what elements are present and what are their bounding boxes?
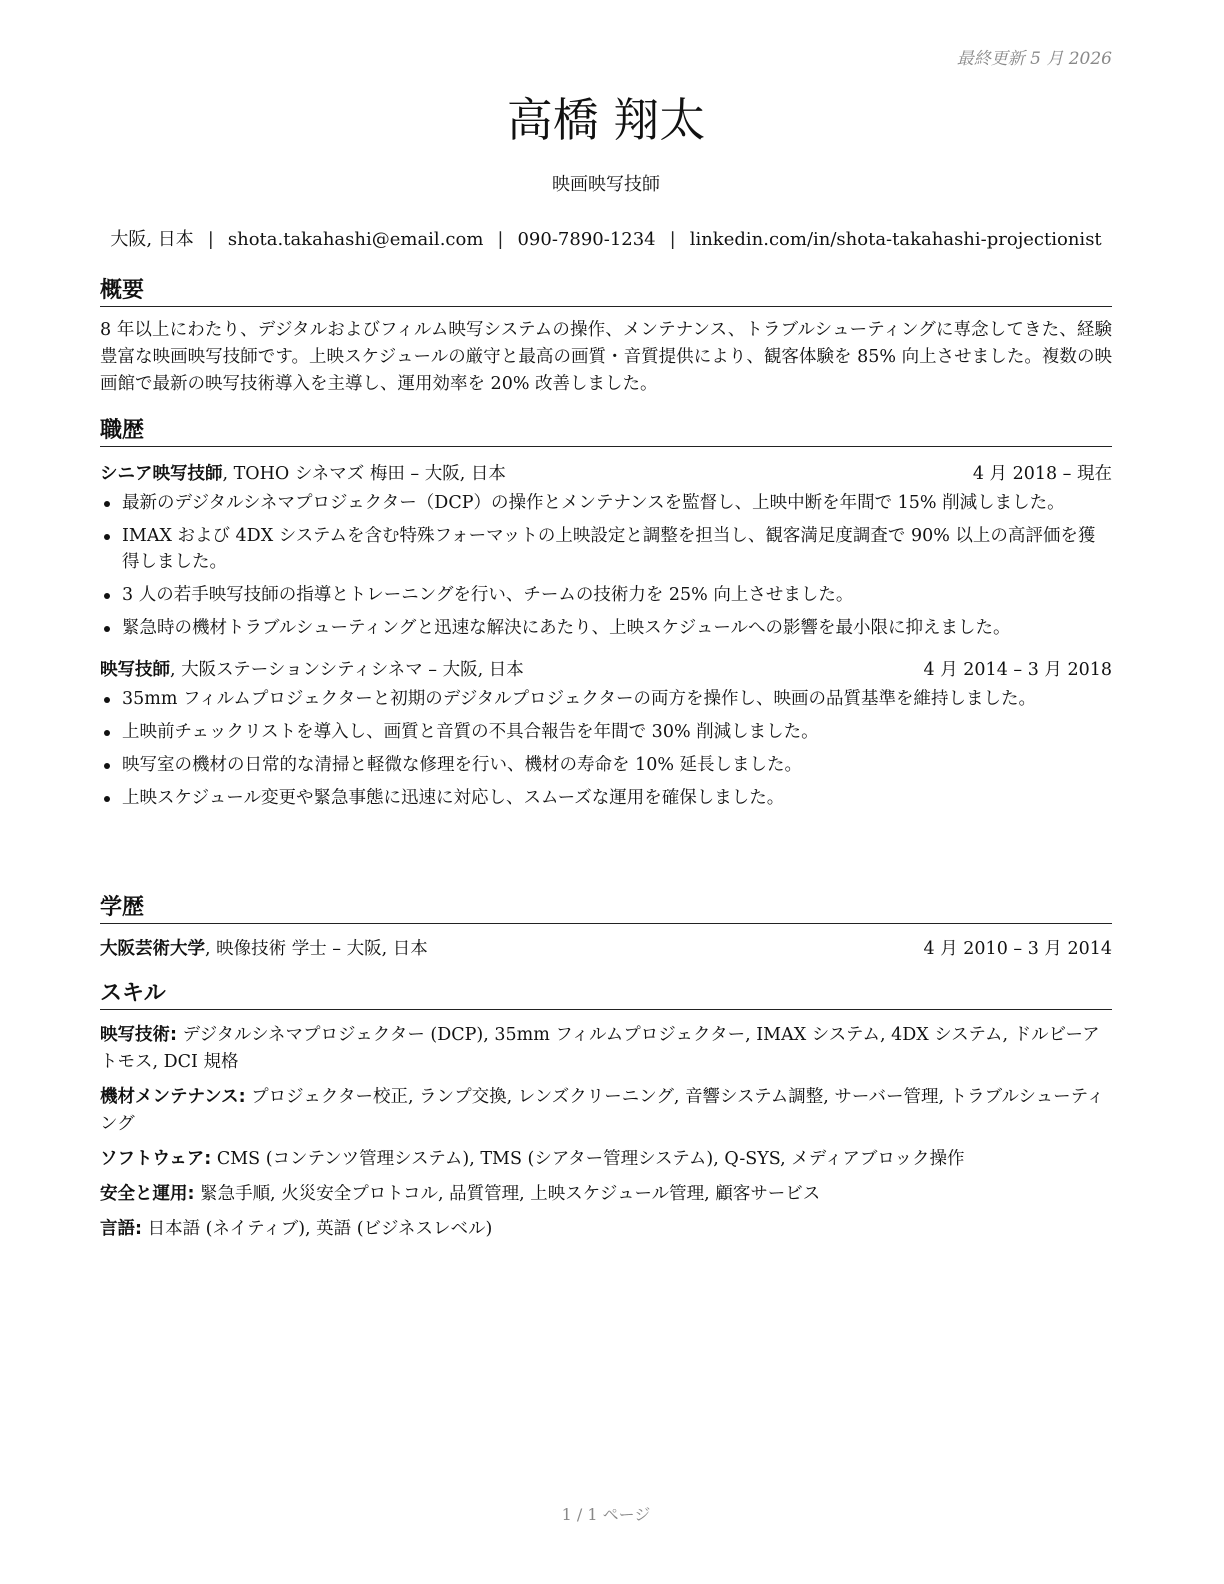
entry-position: [100, 657, 524, 684]
list-item: [100, 615, 1112, 641]
list-item: [100, 785, 1112, 811]
bullet-icon: [104, 534, 110, 540]
contact-separator: |: [207, 229, 214, 250]
skill-row: [100, 1084, 1112, 1138]
contact-location: 大阪, 日本: [110, 229, 194, 250]
experience-section: [100, 417, 1112, 818]
contact-line: [100, 225, 1112, 251]
bullet-icon: [104, 796, 110, 802]
contact-separator: |: [497, 229, 504, 250]
skills-list: [100, 1022, 1112, 1243]
list-item: [100, 686, 1112, 712]
skill-label: 言語:: [100, 1219, 142, 1239]
candidate-job-title: 映画映写技師: [552, 174, 660, 195]
list-item: [100, 719, 1112, 745]
bullet-icon: [104, 763, 110, 769]
entry-header: [100, 657, 1112, 684]
skill-value: デジタルシネマプロジェクター (DCP), 35mm フィルムプロジェクター, IMAX システム, 4DX システム, ドルビーアトモス, DCI 規格: [100, 1025, 1100, 1072]
bullet-text: 上映スケジュール変更や緊急事態に迅速に対応し、スムーズな運用を確保しました。: [122, 788, 785, 808]
contact-email[interactable]: shota.takahashi@email.com: [227, 229, 484, 250]
bullet-icon: [104, 501, 110, 507]
bullet-text: IMAX および 4DX システムを含む特殊フォーマットの上映設定と調整を担当し、観客満足度調査で 90% 以上の高評価を獲得しました。: [122, 526, 1096, 572]
job-dates: 4 月 2018 – 現在: [972, 464, 1112, 484]
bullet-text: 3 人の若手映写技師の指導とトレーニングを行い、チームの技術力を 25% 向上させました。: [122, 585, 854, 605]
resume-page: [100, 0, 1112, 1584]
entry-position: [100, 461, 506, 488]
skill-row: [100, 1216, 1112, 1243]
candidate-name: 高橋 翔太: [506, 93, 706, 147]
last-updated-label: 最終更新 5 月 2026: [956, 49, 1112, 69]
education-dates: 4 月 2010 – 3 月 2014: [923, 939, 1112, 959]
contact-linkedin[interactable]: linkedin.com/in/shota-takahashi-projectionist: [689, 229, 1102, 250]
education-entry: [100, 936, 1112, 963]
contact-separator: |: [669, 229, 676, 250]
bullet-text: 最新のデジタルシネマプロジェクター（DCP）の操作とメンテナンスを監督し、上映中断を年間で 15% 削減しました。: [122, 493, 1065, 513]
bullet-text: 35mm フィルムプロジェクターと初期のデジタルプロジェクターの両方を操作し、映画の品質基準を維持しました。: [122, 689, 1036, 709]
list-item: [100, 490, 1112, 516]
summary-section: [100, 277, 1112, 398]
skill-value: 日本語 (ネイティブ), 英語 (ビジネスレベル): [142, 1219, 493, 1239]
skill-label: ソフトウェア:: [100, 1149, 212, 1169]
skill-value: プロジェクター校正, ランプ交換, レンズクリーニング, 音響システム調整, サーバー管理, トラブルシューティング: [100, 1087, 1105, 1134]
degree-detail: , 映像技術 学士 – 大阪, 日本: [205, 939, 428, 959]
page-indicator: 1 / 1 ページ: [561, 1505, 651, 1524]
skill-row: [100, 1022, 1112, 1076]
skill-label: 映写技術:: [100, 1025, 177, 1045]
bullet-icon: [104, 626, 110, 632]
skills-section: [100, 980, 1112, 1251]
list-item: [100, 582, 1112, 608]
bullet-icon: [104, 697, 110, 703]
experience-heading: 職歴: [100, 417, 1112, 447]
skill-value: 緊急手順, 火災安全プロトコル, 品質管理, 上映スケジュール管理, 顧客サービス: [194, 1184, 821, 1204]
summary-heading: 概要: [100, 277, 1112, 307]
job-bullets: [100, 490, 1112, 641]
skill-row: [100, 1181, 1112, 1208]
job-role: 映写技師: [100, 660, 170, 680]
experience-entry: [100, 461, 1112, 641]
job-role: シニア映写技師: [100, 464, 223, 484]
list-item: [100, 523, 1112, 575]
education-position: [100, 936, 428, 963]
bullet-icon: [104, 593, 110, 599]
bullet-icon: [104, 730, 110, 736]
experience-entry: [100, 657, 1112, 811]
skill-row: [100, 1146, 1112, 1173]
bullet-text: 映写室の機材の日常的な清掃と軽微な修理を行い、機材の寿命を 10% 延長しました。: [122, 755, 803, 775]
contact-phone: 090-7890-1234: [517, 229, 656, 250]
bullet-text: 緊急時の機材トラブルシューティングと迅速な解決にあたり、上映スケジュールへの影響を最小限に抑えました。: [122, 618, 1011, 638]
education-heading: 学歴: [100, 894, 1112, 924]
entry-header: [100, 461, 1112, 488]
job-company: , TOHO シネマズ 梅田 – 大阪, 日本: [222, 464, 506, 484]
skill-label: 機材メンテナンス:: [100, 1087, 246, 1107]
summary-text: 8 年以上にわたり、デジタルおよびフィルム映写システムの操作、メンテナンス、トラブルシューティングに専念してきた、経験豊富な映画映写技師です。上映スケジュールの厳守と最高の画質・音質提供により、観客体験を 85% 向上させました。複数の映画館で最新の映写技術導入を主導し、運用効率を 20% 改善しました。: [100, 320, 1112, 394]
skill-value: CMS (コンテンツ管理システム), TMS (シアター管理システム), Q-SYS, メディアブロック操作: [211, 1149, 965, 1169]
bullet-text: 上映前チェックリストを導入し、画質と音質の不具合報告を年間で 30% 削減しました。: [122, 722, 819, 742]
job-company: , 大阪ステーションシティシネマ – 大阪, 日本: [170, 660, 524, 680]
skills-heading: スキル: [100, 980, 1112, 1010]
list-item: [100, 752, 1112, 778]
school-name: 大阪芸術大学: [100, 939, 205, 959]
job-dates: 4 月 2014 – 3 月 2018: [923, 660, 1112, 680]
skill-label: 安全と運用:: [100, 1184, 195, 1204]
education-section: [100, 894, 1112, 963]
job-bullets: [100, 686, 1112, 811]
